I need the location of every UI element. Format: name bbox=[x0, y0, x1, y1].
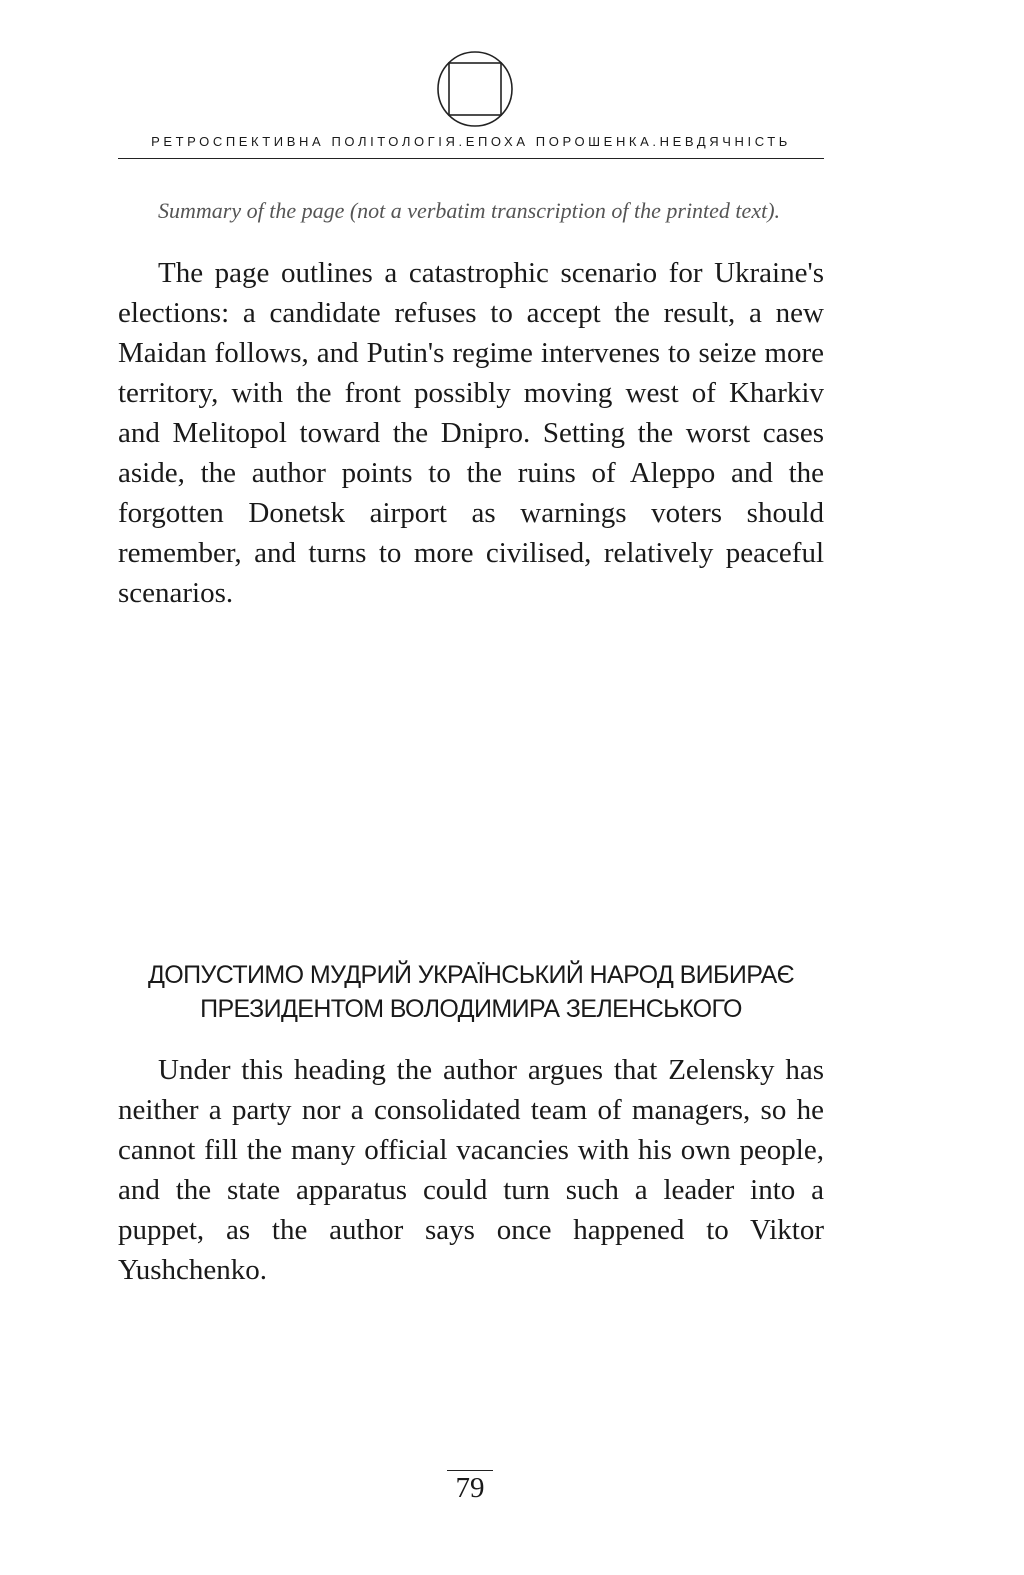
page-content-summary bbox=[118, 195, 824, 639]
summary-note: Summary of the page (not a verbatim transcription of the printed text). bbox=[158, 198, 781, 223]
running-head: РЕТРОСПЕКТИВНА ПОЛІТОЛОГІЯ.ЕПОХА ПОРОШЕНКА.НЕВДЯЧНІСТЬ bbox=[151, 134, 791, 149]
page-content-summary-continued bbox=[118, 1050, 824, 1316]
page-number: 79 bbox=[455, 1472, 485, 1504]
square-in-circle-logo bbox=[436, 50, 514, 128]
summary-before-heading: The page outlines a catastrophic scenario for Ukraine's elections: a candidate refuses to accept the result, a new Maidan follows, and Putin's regime intervenes to seize more territory, with the front possibly moving west of Kharkiv and Melitopol toward the Dnipro. Setting the worst cases aside, the author points to the ruins of Aleppo and the forgotten Donetsk airport as warnings voters should remember, and turns to more civilised, relatively peaceful scenarios. bbox=[118, 257, 824, 609]
header-divider bbox=[118, 158, 824, 159]
section-heading: ДОПУСТИМО МУДРИЙ УКРАЇНСЬКИЙ НАРОД ВИБИРАЄ ПРЕЗИДЕНТОМ ВОЛОДИМИРА ЗЕЛЕНСЬКОГО bbox=[147, 961, 795, 1023]
summary-after-heading: Under this heading the author argues that Zelensky has neither a party nor a consolidated team of managers, so he cannot fill the many official vacancies with his own people, and the state apparatus could turn such a leader into a puppet, as the author says once happened to Viktor Yushchenko. bbox=[118, 1054, 824, 1286]
